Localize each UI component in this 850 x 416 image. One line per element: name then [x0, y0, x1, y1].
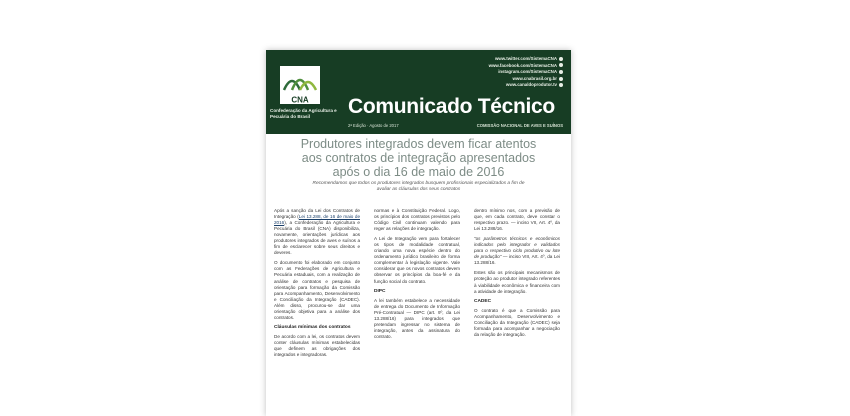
document-title: Comunicado Técnico — [348, 95, 555, 118]
edition-label: 2ª Edição · Agosto de 2017 — [348, 123, 399, 128]
link-instagram[interactable]: instagram.com/SistemaCNA — [489, 69, 563, 76]
text-column-2: normas e à Constituição Federal. Logo, os princípios dos contratos previstos pelo Código Civil continuam valendo para reger as relações de integração. A Lei de Integração vem para fortalecer os tipos de modalidade contratual, criando uma nova espécie dentro do ordenamento jurídico brasileiro de forma complementar à legislação vigente. Vale considerar que os novos contratos devem observar os princípios da boa-fé e da função social do contrato. DIPC A lei também estabelece a necessidade de entrega do Documento de Informação Pré-Contratual — DIPC (art. 9º, da Lei 13.288/16) para integrados que pretendam ingressar no sistema de integração, antes da assinatura do contrato. — [374, 208, 460, 339]
link-twitter[interactable]: www.twitter.com/SistemaCNA — [489, 56, 563, 63]
text-column-1: Após a sanção da Lei dos Contratos de Integração (Lei 13.288, de 16 de maio de 2016), a Confederação da Agricultura e Pecuária do Brasil (CNA) disponibiliza, novamente, orientações jurídicas aos produtores integrados de aves e suínos a fim de esclarecer sobre seus direitos e deveres. O documento foi elaborado em conjunto com as Federações de Agricultura e Pecuária estaduais, com a realização de análise de contratos e pesquisa de orientação para formação da Comissão para Acompanhamento, Desenvolvimento e Conciliação da Integração (CADEC). Além disso, procurou-se dar uma orientação objetiva para a análise dos contratos. Cláusulas mínimas dos contratos De acordo com a lei, os contratos devem conter cláusulas mínimas estabelecidas que definem as obrigações dos integrados e integradoras. — [274, 208, 360, 358]
tv-icon — [559, 83, 563, 87]
text-column-3: dentro mínimo nos, com a previsão de que, em cada contrato, deve constar o respectivo prazo. — inciso VII, Art. 4º, da Lei 13.288/16. "os parâmetros técnicos e econômicos indicados pelo integrador e validados para o respectivo ciclo produtivo ou lote de produção" — inciso VIII, Art. 4º, da Lei 13.288/16. Estes são os principais mecanismos de proteção ao produtor integrado referentes à viabilidade econômica e financeira com a atividade de integração. CADEC O contrato é que a Comissão para Acompanhamento, Desenvolvimento e Conciliação da Integração (CADEC) seja formada para acompanhar a negociação da relação de integração. — [474, 208, 560, 337]
article-headline — [286, 137, 551, 179]
document-page — [266, 50, 571, 416]
globe-icon — [559, 77, 563, 81]
facebook-icon — [559, 63, 563, 67]
twitter-icon — [559, 57, 563, 61]
link-facebook[interactable]: www.facebook.com/SistemaCNA — [489, 63, 563, 70]
instagram-icon — [559, 70, 563, 74]
logo-text: CNA — [291, 95, 309, 105]
social-links — [489, 56, 563, 89]
link-tv[interactable]: www.canaldoprodutor.tv — [489, 82, 563, 89]
commission-label: COMISSÃO NACIONAL DE AVES E SUÍNOS — [476, 123, 563, 128]
document-header — [266, 50, 571, 134]
link-site[interactable]: www.cnabrasil.org.br — [489, 76, 563, 83]
headline-line-1: Produtores integrados devem ficar atentos — [300, 137, 537, 151]
headline-line-2: aos contratos de integração apresentados — [301, 151, 536, 165]
org-name: Confederação da Agricultura e Pecuária do Brasil — [270, 108, 337, 119]
article-subhead: Recomendamos que todos os produtores integrados busquem profissionais especializados a fim de avaliar as cláusulas dos seus contratos — [312, 181, 525, 192]
headline-line-3: após o dia 16 de maio de 2016 — [332, 165, 505, 179]
cna-logo — [278, 64, 322, 106]
